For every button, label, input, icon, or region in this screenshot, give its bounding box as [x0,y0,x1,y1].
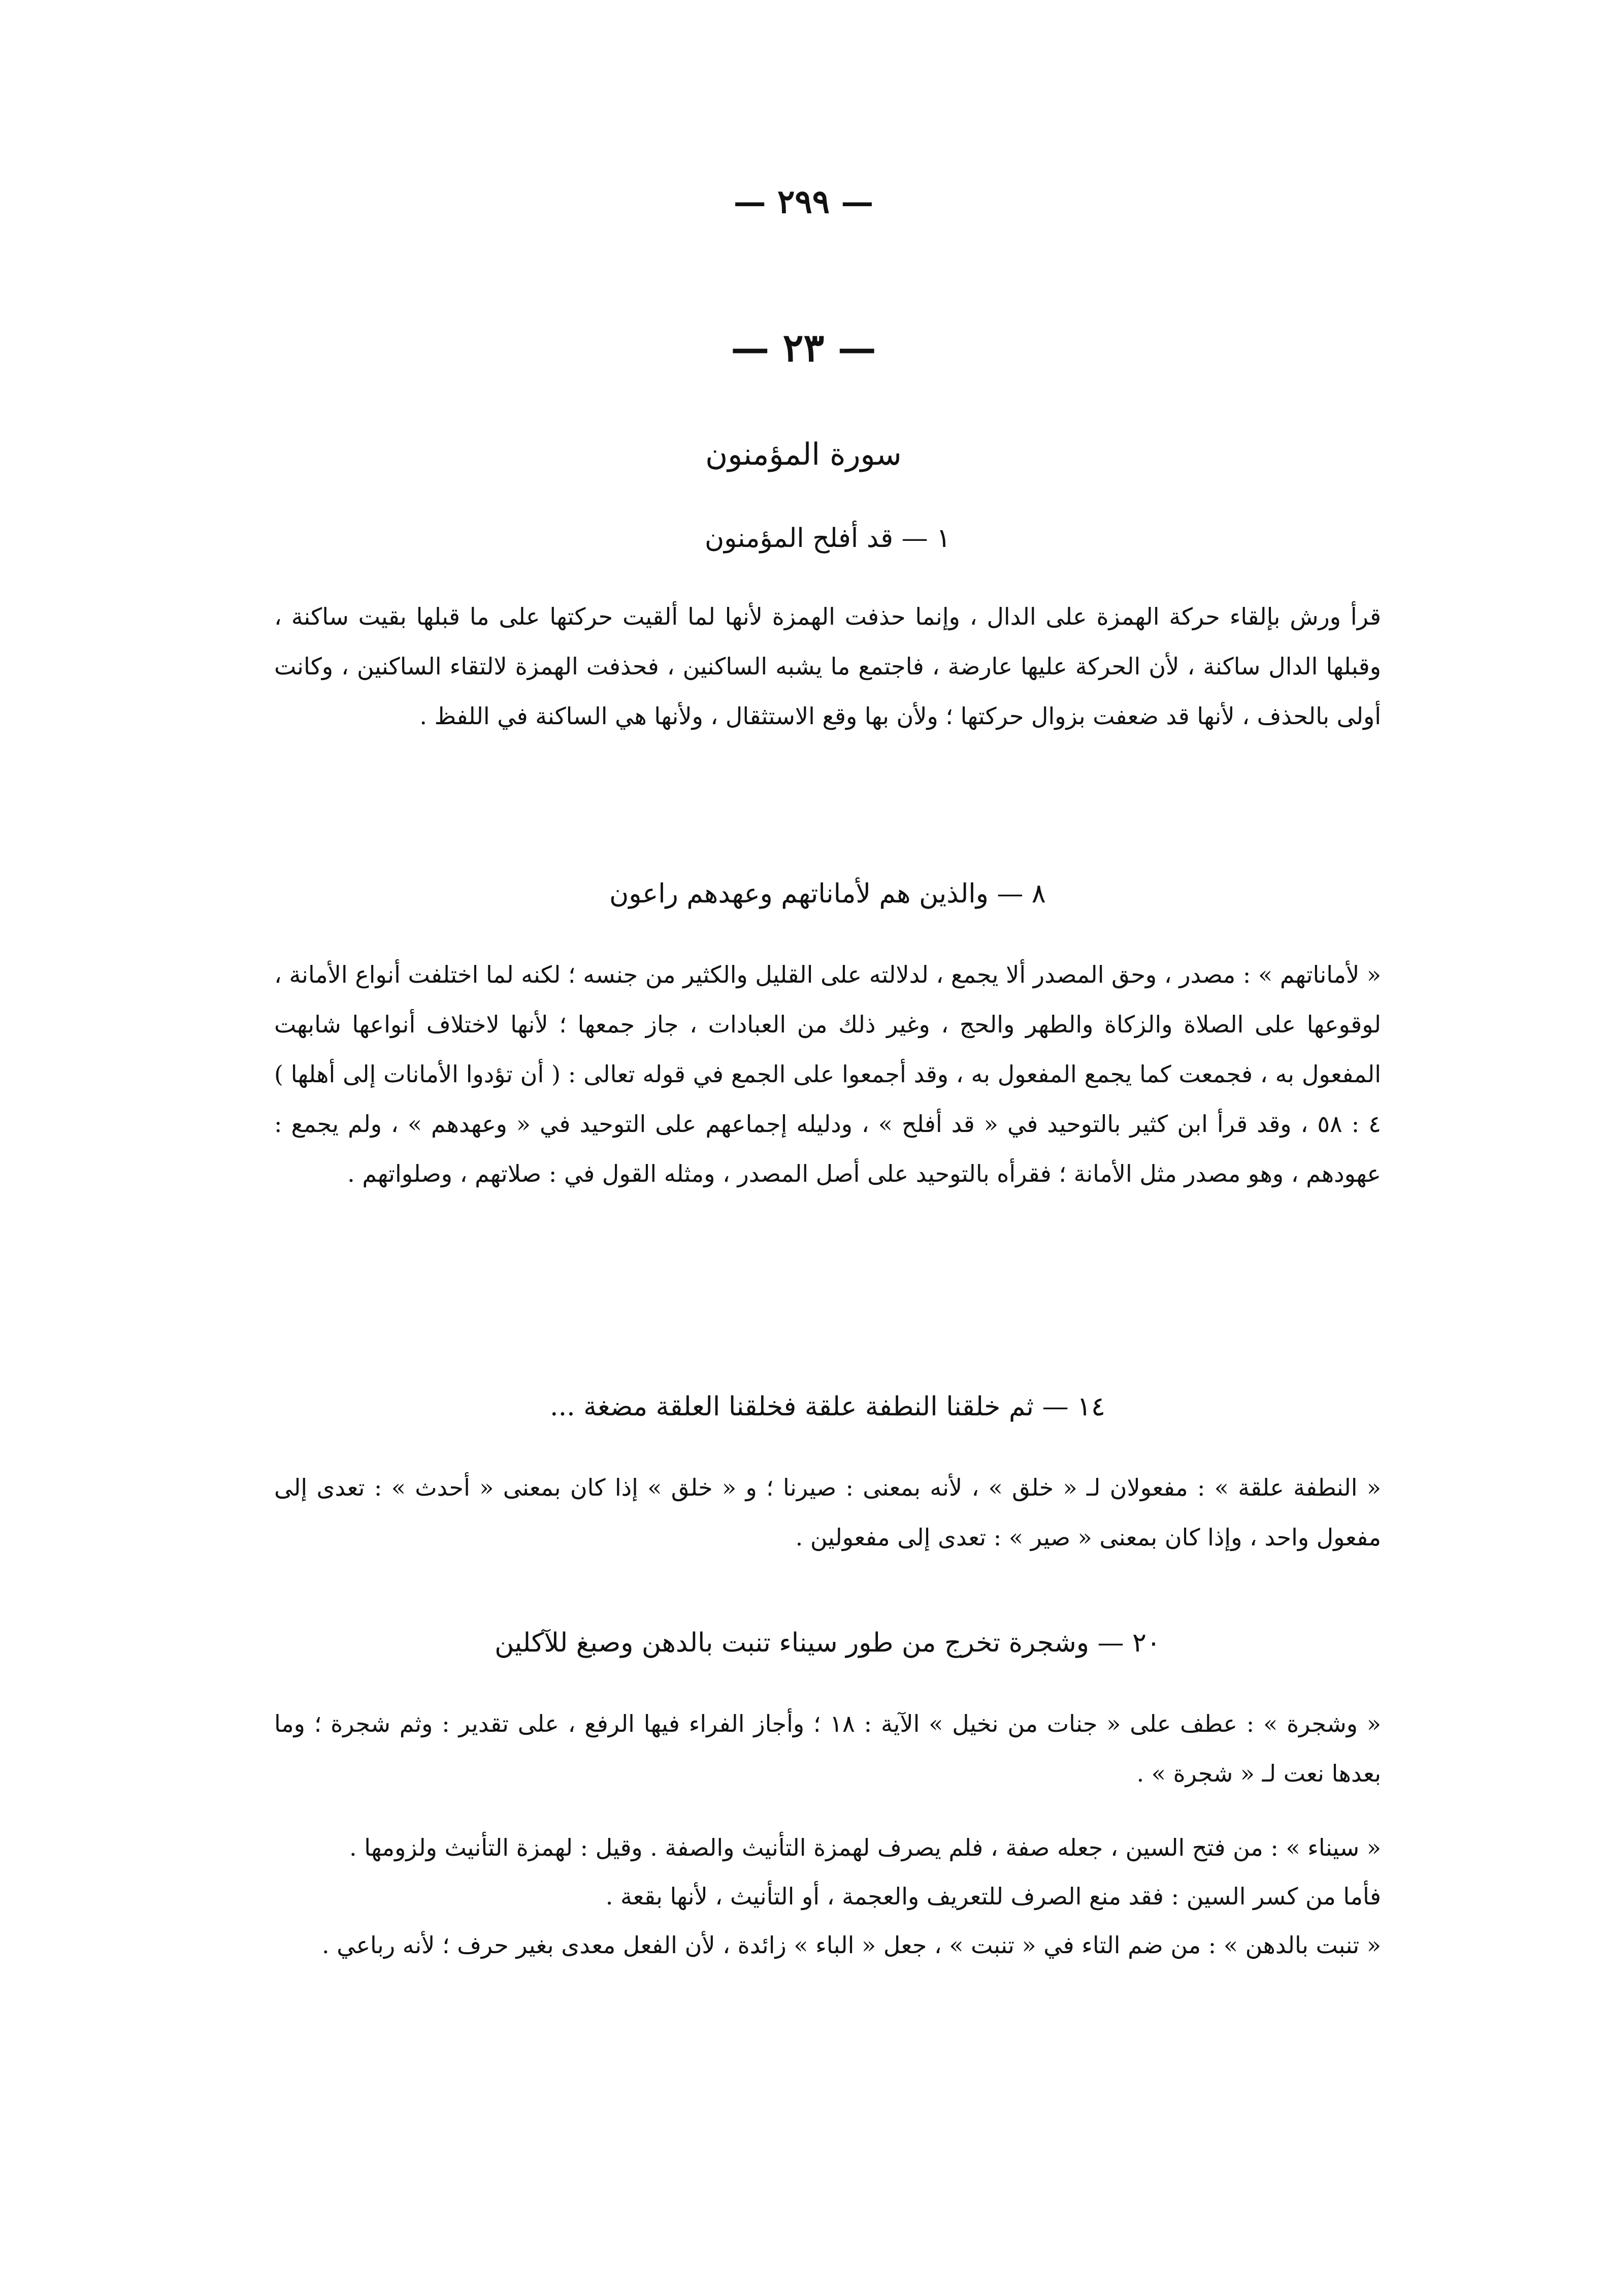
page-number: — ٢٩٩ — [733,183,874,221]
commentary-line: « سيناء » : من فتح السين ، جعله صفة ، فلم يصرف لهمزة التأنيث والصفة . وقيل : لهمزة التأنيث ولزومها . [349,1834,1381,1861]
commentary-line: « تنبت بالدهن » : من ضم التاء في « تنبت » ، جعل « الباء » زائدة ، لأن الفعل معدى بغير حرف ؛ لأنه رباعي . [322,1931,1381,1959]
verse-heading-2: ٨ — والذين هم لأماناتهم وعهدهم راعون [609,879,1046,909]
commentary-paragraph: « وشجرة » : عطف على « جنات من نخيل » الآية : ١٨ ؛ وأجاز الفراء فيها الرفع ، على تقدير : وثم شجرة ؛ وما بعدها نعت لـ « شجرة » . [274,1710,1381,1787]
commentary-paragraph: « النطفة علقة » : مفعولان لـ « خلق » ، لأنه بمعنى : صيرنا ؛ و « خلق » إذا كان بمعنى « أحدث » : تعدى إلى مفعول واحد ، وإذا كان بمعنى « صير » : تعدى إلى مفعولين . [274,1474,1381,1551]
surah-title: سورة المؤمنون [705,437,902,472]
commentary-block-1 [274,592,1381,741]
verse-heading-1: ١ — قد أفلح المؤمنون [704,523,951,554]
commentary-paragraph: « لأماناتهم » : مصدر ، وحق المصدر ألا يجمع ، لدلالته على القليل والكثير من جنسه ؛ لكنه لما اختلفت أنواع الأمانة ، لوقوعها على الصلاة والزكاة والطهر والحج ، وغير ذلك من العبادات ، جاز جمعها ؛ لأنها لاختلاف أنواعها شابهت المفعول به ، فجمعت كما يجمع المفعول به ، وقد أجمعوا على الجمع في قوله تعالى : ( أن تؤدوا الأمانات إلى أهلها ) ٤ : ٥٨ ، وقد قرأ ابن كثير بالتوحيد في « قد أفلح » ، ودليله إجماعهم على التوحيد في « وعهدهم » ، ولم يجمع : عهودهم ، وهو مصدر مثل الأمانة ؛ فقرأه بالتوحيد على أصل المصدر ، ومثله القول في : صلاتهم ، وصلواتهم . [274,961,1381,1187]
commentary-block-4 [274,1699,1381,1798]
verse-heading-3: ١٤ — ثم خلقنا النطفة علقة فخلقنا العلقة مضغة ... [550,1392,1105,1422]
verse-heading-4: ٢٠ — وشجرة تخرج من طور سيناء تنبت بالدهن وصبغ للآكلين [495,1628,1161,1658]
commentary-lines-4 [274,1823,1381,1969]
commentary-block-3 [274,1463,1381,1562]
chapter-number: — ٢٣ — [731,325,876,370]
commentary-block-2 [274,950,1381,1199]
commentary-line: فأما من كسر السين : فقد منع الصرف للتعريف والعجمة ، أو التأنيث ، لأنها بقعة . [605,1883,1381,1910]
commentary-paragraph: قرأ ورش بإلقاء حركة الهمزة على الدال ، وإنما حذفت الهمزة لأنها لما ألقيت حركتها على ما قبلها بقيت ساكنة ، وقبلها الدال ساكنة ، لأن الحركة عليها عارضة ، فاجتمع ما يشبه الساكنين ، فحذفت الهمزة لالتقاء الساكنين ، وكانت أولى بالحذف ، لأنها قد ضعفت بزوال حركتها ؛ ولأن بها وقع الاستثقال ، ولأنها هي الساكنة في اللفظ . [274,603,1381,730]
